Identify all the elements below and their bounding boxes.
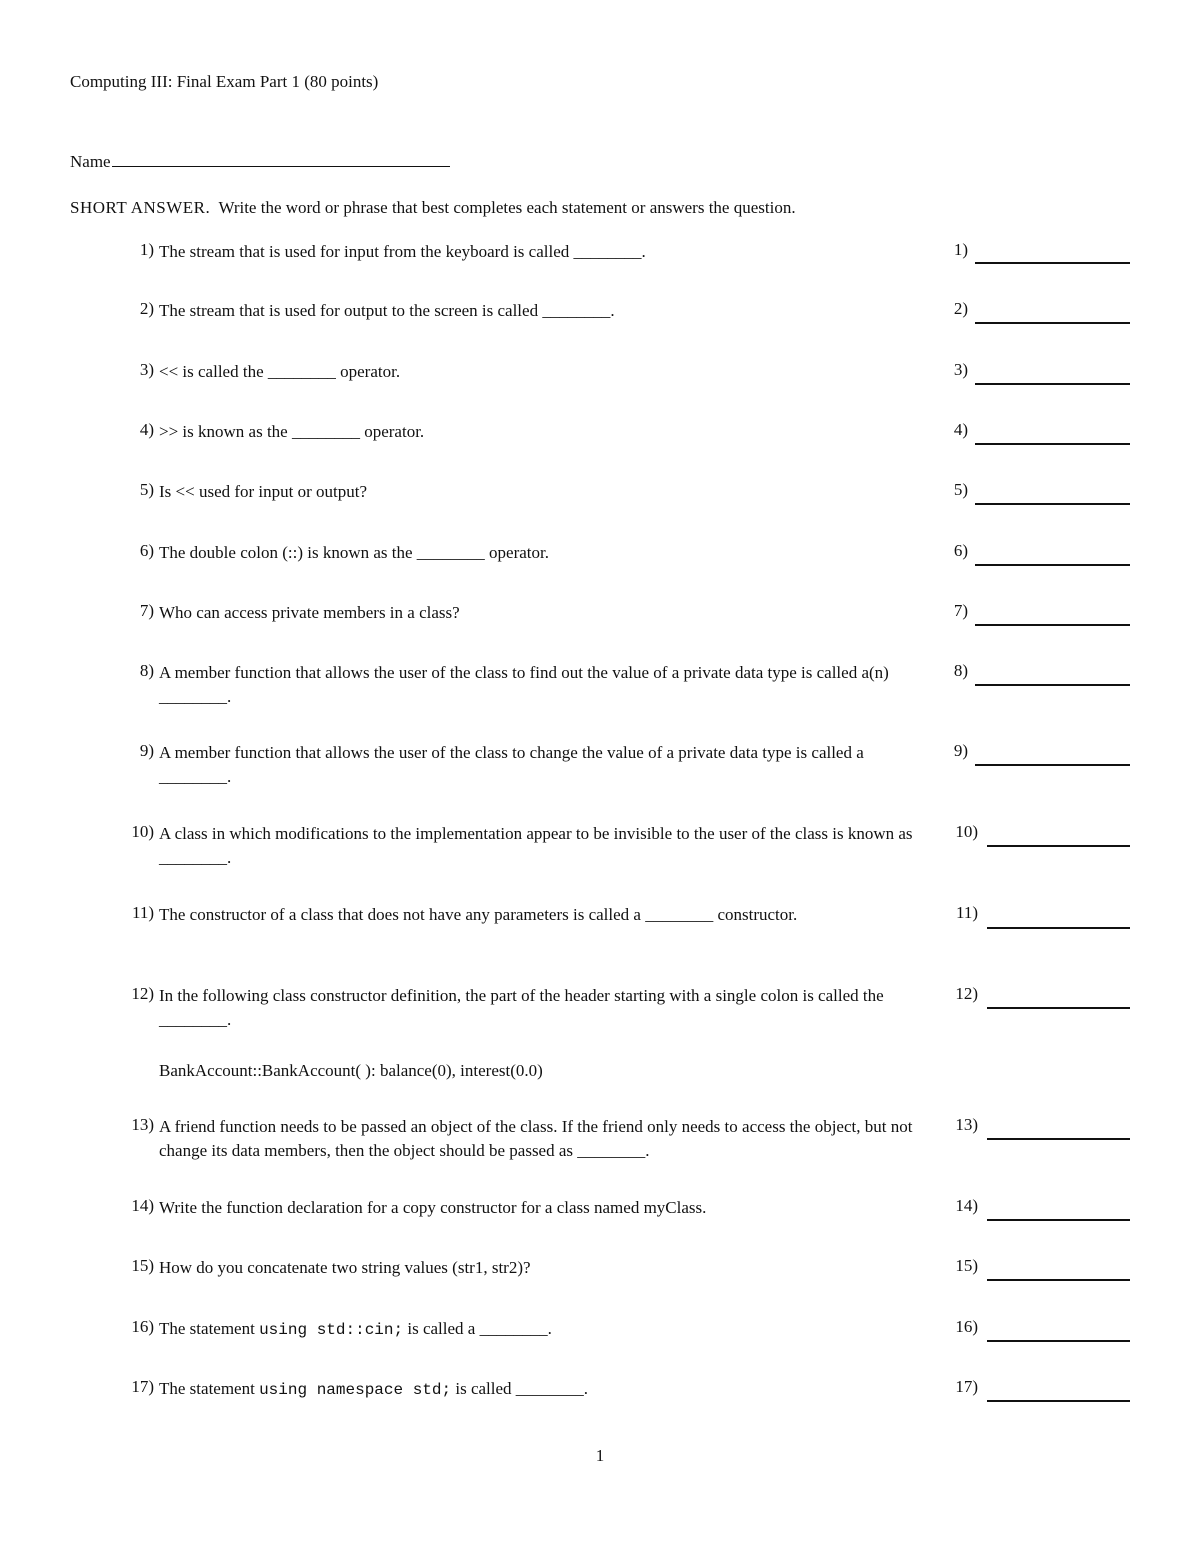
- question-number: 8): [139, 661, 154, 680]
- answer-line[interactable]: [987, 927, 1130, 929]
- code-sample: BankAccount::BankAccount( ): balance(0), interest(0.0): [159, 1061, 543, 1080]
- answer-label: 11): [955, 903, 978, 922]
- question-text: [159, 1377, 934, 1402]
- instructions-text: Write the word or phrase that best completes each statement or answers the question.: [218, 198, 796, 217]
- answer-line[interactable]: [975, 383, 1130, 385]
- section-heading: SHORT ANSWER.: [70, 198, 211, 217]
- answer-label: 1): [953, 240, 968, 259]
- question-number: 4): [139, 420, 154, 439]
- question-text: Is << used for input or output?: [159, 482, 368, 501]
- answer-line[interactable]: [987, 845, 1130, 847]
- inline-code: using std::cin;: [259, 1321, 404, 1339]
- answer-label: 10): [955, 822, 978, 841]
- exam-title: Computing III: Final Exam Part 1 (80 points): [70, 72, 379, 91]
- question-text: << is called the ________ operator.: [159, 362, 401, 381]
- answer-line[interactable]: [987, 1400, 1130, 1402]
- question-number: 2): [139, 299, 154, 318]
- question-number: 9): [139, 741, 154, 760]
- question-text: The constructor of a class that does not have any parameters is called a ________ constructor.: [159, 905, 798, 924]
- question-text: The stream that is used for input from the keyboard is called ________.: [159, 242, 646, 261]
- answer-line[interactable]: [975, 503, 1130, 505]
- question-text: Write the function declaration for a copy constructor for a class named myClass.: [159, 1198, 707, 1217]
- answer-label: 7): [953, 601, 968, 620]
- answer-label: 16): [955, 1317, 978, 1336]
- question-number: 1): [139, 240, 154, 259]
- answer-line[interactable]: [975, 684, 1130, 686]
- name-blank-line[interactable]: [112, 148, 450, 167]
- question-number: 15): [131, 1256, 154, 1275]
- answer-line[interactable]: [987, 1340, 1130, 1342]
- question-text: The double colon (::) is known as the ________ operator.: [159, 543, 549, 562]
- question-number: 17): [131, 1377, 154, 1396]
- page-number: 1: [595, 1446, 605, 1465]
- question-text-after: is called a ________.: [403, 1319, 552, 1338]
- answer-label: 9): [953, 741, 968, 760]
- question-number: 5): [139, 480, 154, 499]
- answer-line[interactable]: [975, 443, 1130, 445]
- answer-label: 15): [955, 1256, 978, 1275]
- question-text: Who can access private members in a class?: [159, 603, 460, 622]
- question-text-after: is called ________.: [451, 1379, 589, 1398]
- question-text: In the following class constructor definition, the part of the header starting with a single colon is called the ________.: [159, 986, 884, 1029]
- answer-label: 17): [955, 1377, 978, 1396]
- question-text: >> is known as the ________ operator.: [159, 422, 425, 441]
- answer-line[interactable]: [987, 1219, 1130, 1221]
- question-number: 10): [131, 822, 154, 841]
- question-text: A member function that allows the user of the class to find out the value of a private data type is called a(n) ________.: [159, 663, 889, 706]
- answer-line[interactable]: [987, 1279, 1130, 1281]
- answer-line[interactable]: [987, 1007, 1130, 1009]
- question-number: 12): [131, 984, 154, 1003]
- question-number: 6): [139, 541, 154, 560]
- name-field: [70, 148, 450, 172]
- question-number: 13): [131, 1115, 154, 1134]
- answer-label: 5): [953, 480, 968, 499]
- question-text: The stream that is used for output to the screen is called ________.: [159, 301, 615, 320]
- question-text: How do you concatenate two string values (str1, str2)?: [159, 1258, 531, 1277]
- question-number: 16): [131, 1317, 154, 1336]
- answer-label: 12): [955, 984, 978, 1003]
- question-number: 11): [131, 903, 154, 922]
- question-text-before: The statement: [159, 1379, 260, 1398]
- answer-line[interactable]: [975, 564, 1130, 566]
- question-number: 7): [139, 601, 154, 620]
- answer-label: 14): [955, 1196, 978, 1215]
- inline-code: using namespace std;: [259, 1381, 452, 1399]
- question-text-before: The statement: [159, 1319, 260, 1338]
- answer-label: 6): [953, 541, 968, 560]
- answer-label: 2): [953, 299, 968, 318]
- answer-label: 4): [953, 420, 968, 439]
- name-label: Name: [70, 152, 111, 171]
- instructions: [70, 198, 796, 218]
- answer-line[interactable]: [987, 1138, 1130, 1140]
- question-number: 3): [139, 360, 154, 379]
- answer-label: 3): [953, 360, 968, 379]
- question-number: 14): [131, 1196, 154, 1215]
- answer-line[interactable]: [975, 322, 1130, 324]
- question-text: [159, 1317, 934, 1342]
- answer-line[interactable]: [975, 624, 1130, 626]
- question-text: A friend function needs to be passed an object of the class. If the friend only needs to access the object, but not change its data members, then the object should be passed as ________.: [159, 1117, 913, 1160]
- answer-line[interactable]: [975, 764, 1130, 766]
- answer-label: 8): [953, 661, 968, 680]
- answer-line[interactable]: [975, 262, 1130, 264]
- question-text: A class in which modifications to the implementation appear to be invisible to the user of the class is known as ________.: [159, 824, 913, 867]
- question-text: A member function that allows the user of the class to change the value of a private data type is called a ________.: [159, 743, 864, 786]
- answer-label: 13): [955, 1115, 978, 1134]
